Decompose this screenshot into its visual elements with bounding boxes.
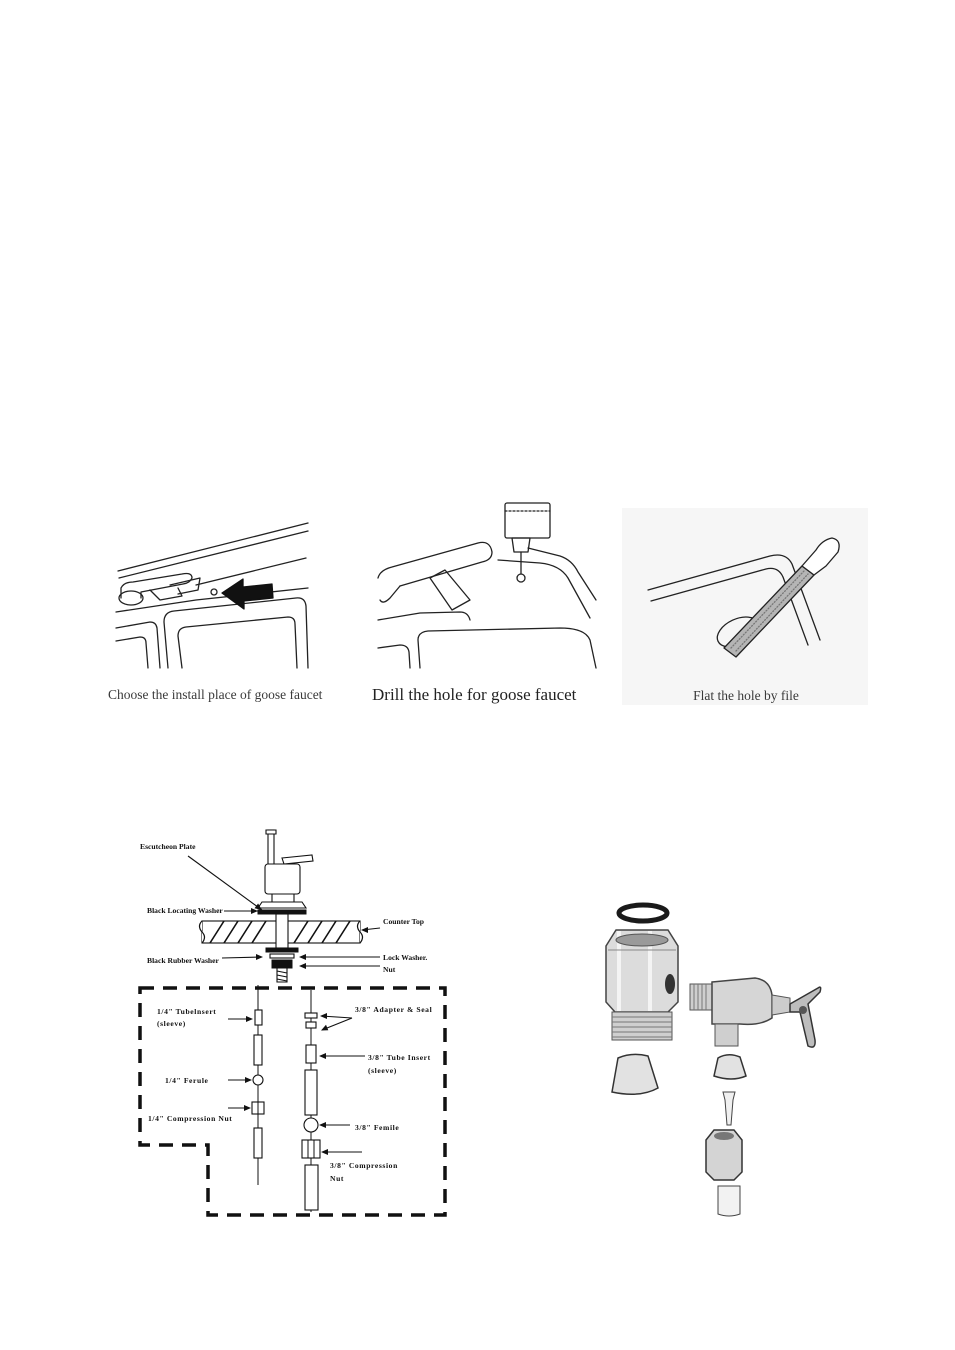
tube-sleeve <box>718 1186 740 1216</box>
valve-handle <box>790 987 821 1047</box>
label-three-eighths-compression-nut-line2: Nut <box>330 1174 345 1183</box>
compression-sleeve-large <box>612 1054 658 1094</box>
arrow-three-eighths-compression-nut <box>321 1149 362 1155</box>
threaded-stem <box>277 968 287 982</box>
arrow-quarter-compression-nut <box>228 1105 251 1111</box>
caption-flat-hole: Flat the hole by file <box>693 688 799 703</box>
drill-hole <box>517 574 525 582</box>
tube-insert-pin <box>723 1092 735 1125</box>
faucet-icon <box>265 830 313 902</box>
faucet-icon <box>119 574 200 606</box>
basin-small-inner <box>116 637 148 668</box>
three-eighths-tube-end <box>305 1165 318 1210</box>
arrow-black-locating-washer <box>224 908 258 914</box>
quarter-tube-end <box>254 1128 262 1158</box>
black-locating-washer <box>258 910 306 914</box>
arrow-adapter-seal-lower <box>321 1018 352 1031</box>
basin-large-inner <box>178 617 297 668</box>
angle-valve <box>690 978 821 1047</box>
arrow-lock-washer <box>299 954 380 960</box>
counter-edge <box>528 548 596 600</box>
arrow-nut <box>299 963 380 969</box>
label-three-eighths-compression-nut: 3/8" Compression <box>330 1161 398 1170</box>
arrow-escutcheon-plate <box>188 856 262 910</box>
hole-marker <box>211 589 217 595</box>
three-eighths-ferrule <box>304 1118 318 1132</box>
three-eighths-compression-nut <box>302 1140 320 1158</box>
label-quarter-compression-nut: 1/4" Compression Nut <box>148 1114 233 1123</box>
quarter-ferule <box>253 1075 263 1085</box>
illustration-drill-hole <box>378 503 596 668</box>
label-three-eighths-tube-insert-sleeve: (sleeve) <box>368 1066 397 1075</box>
label-black-locating-washer: Black Locating Washer <box>147 906 223 915</box>
drill-chuck <box>512 538 530 552</box>
o-ring <box>619 905 667 921</box>
valve-parts-photo <box>606 905 821 1216</box>
sink-rim <box>378 612 470 620</box>
arrow-counter-top <box>361 927 380 933</box>
three-eighths-tube-line <box>302 990 320 1212</box>
adapter <box>305 1013 317 1018</box>
adapter-body <box>606 930 678 1040</box>
label-adapter-seal: 3/8" Adapter & Seal <box>355 1005 433 1014</box>
adapter-seal <box>306 1022 316 1028</box>
label-lock-washer: Lock Washer. <box>383 953 428 962</box>
label-quarter-tube-insert-sleeve: (sleeve) <box>157 1019 186 1028</box>
caption-drill-hole: Drill the hole for goose faucet <box>372 685 577 704</box>
label-quarter-ferule: 1/4" Ferule <box>165 1076 209 1085</box>
counter-top <box>200 914 363 948</box>
basin <box>418 628 596 668</box>
faucet-spout-icon <box>378 542 492 610</box>
label-nut: Nut <box>383 965 396 974</box>
arrow-adapter-seal-upper <box>320 1013 352 1019</box>
nut <box>272 960 292 968</box>
arrow-black-rubber-washer <box>222 954 263 960</box>
quarter-inch-tube-line <box>252 985 264 1185</box>
drill-body <box>505 503 550 538</box>
arrow-quarter-tube-insert <box>228 1016 253 1022</box>
arrow-three-eighths-tube-insert <box>319 1053 365 1059</box>
three-eighths-tube <box>305 1070 317 1115</box>
escutcheon-plate <box>258 902 306 908</box>
arrow-quarter-ferule <box>228 1077 252 1083</box>
label-quarter-tube-insert: 1/4" Tubelnsert <box>157 1007 217 1016</box>
label-three-eighths-tube-insert: 3/8" Tube Insert <box>368 1053 431 1062</box>
basin-small <box>116 622 160 668</box>
illustration-choose-install-place <box>116 523 308 668</box>
side-port <box>665 974 675 994</box>
counter-back-edge <box>118 523 308 578</box>
assembly-diagram <box>140 830 445 1215</box>
compression-sleeve-small <box>714 1055 746 1079</box>
label-three-eighths-ferrule: 3/8" Femile <box>355 1123 400 1132</box>
basin-large <box>164 598 308 668</box>
quarter-tube <box>254 1035 262 1065</box>
lock-washer <box>270 954 294 958</box>
label-black-rubber-washer: Black Rubber Washer <box>147 956 219 965</box>
caption-choose-install-place: Choose the install place of goose faucet <box>108 687 323 702</box>
label-escutcheon-plate: Escutcheon Plate <box>140 842 196 851</box>
three-eighths-tube-insert <box>306 1045 316 1063</box>
label-counter-top: Counter Top <box>383 917 425 926</box>
arrow-three-eighths-ferrule <box>319 1122 350 1128</box>
quarter-tube-insert <box>255 1010 262 1025</box>
black-rubber-washer <box>266 948 298 952</box>
basin-small <box>378 645 410 668</box>
counter-inner-edge <box>196 558 306 585</box>
